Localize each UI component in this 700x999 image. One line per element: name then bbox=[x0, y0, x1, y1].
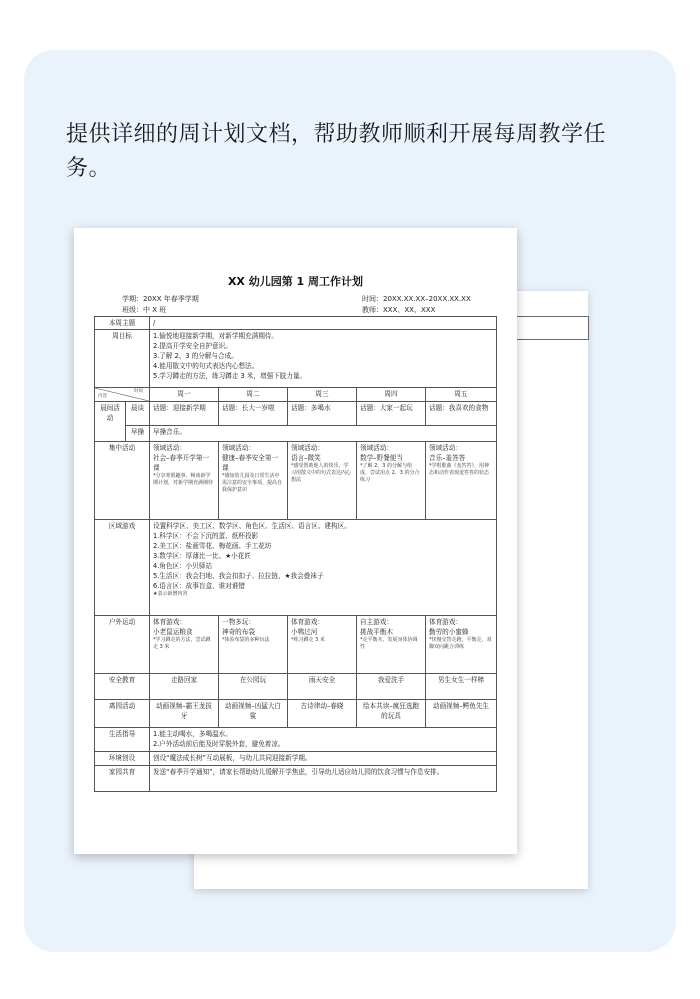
home-value: 发送“春季开学通知”，请家长帮助幼儿缓解开学焦虑，引导幼儿适应幼儿园的饮食习惯与作息安排。 bbox=[150, 766, 497, 792]
exercise-row bbox=[95, 426, 497, 442]
goal-item: 1.愉悦地迎接新学期，对新学期充满期待。 bbox=[153, 332, 278, 340]
area-line: 1.科学区：不会下沉的蛋、纸杯投影 bbox=[153, 532, 259, 540]
life-line: 1.能主动喝水，多喝温水。 bbox=[153, 730, 232, 738]
goal-row bbox=[95, 330, 497, 388]
class-info: 班级：中 X 班 bbox=[122, 306, 167, 314]
area-game-row bbox=[95, 520, 497, 616]
area-note: ★表示新增内容 bbox=[153, 591, 188, 597]
outdoor-head: 一物多玩： bbox=[222, 618, 255, 626]
day-monday: 周一 bbox=[150, 388, 219, 402]
life-row bbox=[95, 728, 497, 752]
outdoor-title: 挑战平衡木 bbox=[360, 628, 393, 636]
area-line: 4.角色区：小贝驿站 bbox=[153, 562, 213, 570]
date-info: 时间：20XX.XX.XX–20XX.XX.XX bbox=[362, 295, 471, 303]
safety-cell: 在公园玩 bbox=[219, 674, 288, 700]
talk-cell: 话题：多喝水 bbox=[288, 402, 357, 426]
focus-row bbox=[95, 442, 497, 520]
talk-cell: 话题：长大一岁啦 bbox=[219, 402, 288, 426]
focus-head: 领域活动： bbox=[360, 444, 393, 452]
life-list bbox=[150, 728, 497, 752]
leave-cell: 动画视频–鳄鱼先生 bbox=[426, 700, 497, 728]
focus-note: *感知幼儿园及日常生活中需注意的安全事项，提高自我保护意识 bbox=[222, 473, 283, 493]
home-row bbox=[95, 766, 497, 792]
theme-label: 本周主题 bbox=[95, 317, 150, 330]
day-wednesday: 周三 bbox=[288, 388, 357, 402]
outdoor-note: *走平衡木，发展身体协调性 bbox=[360, 637, 418, 650]
focus-title: 语言–微笑 bbox=[291, 454, 321, 462]
weekly-plan-table bbox=[94, 316, 497, 792]
headline: 提供详细的周计划文档，帮助教师顺利开展每周教学任务。 bbox=[66, 122, 607, 181]
outdoor-title: 神奇的布袋 bbox=[222, 628, 255, 636]
outdoor-cell bbox=[357, 616, 426, 674]
env-row bbox=[95, 752, 497, 766]
talk-label: 晨谈 bbox=[126, 402, 150, 426]
area-line: 6.语言区：故事盲盒、谁对谁错 bbox=[153, 582, 246, 590]
outdoor-note: *快慢交替走跑，平衡走，双脚双向跳合训练 bbox=[429, 637, 492, 650]
outdoor-label: 户外运动 bbox=[95, 616, 150, 674]
focus-head: 领域活动： bbox=[291, 444, 324, 452]
focus-title: 音乐–羞答答 bbox=[429, 454, 466, 462]
safety-label: 安全教育 bbox=[95, 674, 150, 700]
env-label: 环境创设 bbox=[95, 752, 150, 766]
document-title: XX 幼儿园第 1 周工作计划 bbox=[227, 275, 364, 288]
talk-cell: 话题：迎接新学期 bbox=[150, 402, 219, 426]
goal-label: 周目标 bbox=[95, 330, 150, 388]
area-line: 设置科学区、美工区、数学区、角色区、生活区、语言区、建构区。 bbox=[153, 522, 351, 530]
leave-cell: 古诗律动–春晓 bbox=[288, 700, 357, 728]
life-line: 2.户外活动前后能及时穿脱外套，避免着凉。 bbox=[153, 740, 285, 748]
outdoor-head: 体育游戏： bbox=[429, 618, 462, 626]
leave-cell: 动画视频–凶猛大白鲨 bbox=[219, 700, 288, 728]
life-label: 生活指导 bbox=[95, 728, 150, 752]
focus-cell bbox=[357, 442, 426, 520]
focus-title: 健康–春季安全第一课 bbox=[222, 454, 279, 472]
outdoor-note: *体验布袋的多种玩法 bbox=[222, 637, 270, 643]
talk-cell: 话题：大家一起玩 bbox=[357, 402, 426, 426]
exercise-value: 早操音乐。 bbox=[150, 426, 497, 442]
outdoor-head: 体育游戏： bbox=[291, 618, 324, 626]
focus-cell bbox=[219, 442, 288, 520]
safety-cell: 走路回家 bbox=[150, 674, 219, 700]
area-game-label: 区域游戏 bbox=[95, 520, 150, 616]
area-line: 3.数学区：厚薄比一比、★小花匠 bbox=[153, 552, 251, 560]
header-content-label: 内容 bbox=[98, 394, 107, 399]
focus-note: *分享寒假趣事，畅谈新学期计划，对新学期充满期待 bbox=[153, 473, 214, 486]
env-value: 创设“魔法成长树”互动展板，与幼儿共同迎接新学期。 bbox=[150, 752, 497, 766]
focus-head: 领域活动： bbox=[153, 444, 186, 452]
theme-row bbox=[95, 317, 497, 330]
exercise-label: 早操 bbox=[126, 426, 150, 442]
outdoor-head: 体育游戏： bbox=[153, 618, 186, 626]
goal-item: 2.提高开学安全自护意识。 bbox=[153, 342, 232, 350]
outdoor-head: 自主游戏： bbox=[360, 618, 393, 626]
morning-talk-row bbox=[95, 402, 497, 426]
talk-cell: 话题：我喜欢的食物 bbox=[426, 402, 497, 426]
outdoor-title: 小老鼠运粮食 bbox=[153, 628, 193, 636]
area-line: 2.美工区：盐画雪花、梅花画、手工花坊 bbox=[153, 542, 272, 550]
safety-cell: 男生女生一样棒 bbox=[426, 674, 497, 700]
morning-activity-label: 晨间活动 bbox=[95, 402, 126, 442]
safety-row bbox=[95, 674, 497, 700]
leave-label: 离园活动 bbox=[95, 700, 150, 728]
outdoor-row bbox=[95, 616, 497, 674]
document-sheet bbox=[74, 228, 517, 854]
diagonal-header-cell bbox=[95, 388, 150, 402]
area-line: 5.生活区：我会扫地、我会扣扣子、拉拉链、★我会叠袜子 bbox=[153, 572, 324, 580]
safety-cell: 雨天安全 bbox=[288, 674, 357, 700]
header-time-label: 时间 bbox=[134, 389, 143, 394]
focus-title: 社会–春季开学第一课 bbox=[153, 454, 210, 472]
home-label: 家园共育 bbox=[95, 766, 150, 792]
leave-cell: 绘本共读–疯狂选跑的玩具 bbox=[357, 700, 426, 728]
leave-cell: 动画视频–霸王龙拔牙 bbox=[150, 700, 219, 728]
focus-cell bbox=[288, 442, 357, 520]
outdoor-title: 小鸭过河 bbox=[291, 628, 318, 636]
outdoor-title: 勤劳的小蜜蜂 bbox=[429, 628, 469, 636]
focus-cell bbox=[150, 442, 219, 520]
focus-title: 数学–野餐便当 bbox=[360, 454, 403, 462]
day-header-row bbox=[95, 388, 497, 402]
outdoor-cell bbox=[150, 616, 219, 674]
teacher-info: 教师：XXX、XX、XXX bbox=[362, 306, 436, 314]
goal-item: 4.能用散文中的句式表达内心想法。 bbox=[153, 362, 259, 370]
goal-list bbox=[150, 330, 497, 388]
outdoor-cell bbox=[426, 616, 497, 674]
outdoor-note: *学习蹲走的方法，尝试蹲走 3 米 bbox=[153, 637, 211, 650]
day-friday: 周五 bbox=[426, 388, 497, 402]
outdoor-cell bbox=[219, 616, 288, 674]
leave-row bbox=[95, 700, 497, 728]
goal-item: 5.学习蹲走的方法，练习蹲走 3 米，增强下肢力量。 bbox=[153, 372, 307, 380]
focus-head: 领域活动： bbox=[429, 444, 462, 452]
area-game-list bbox=[150, 520, 497, 616]
focus-cell bbox=[426, 442, 497, 520]
outdoor-note: *练习蹲走 3 米 bbox=[291, 637, 325, 643]
outdoor-cell bbox=[288, 616, 357, 674]
goal-item: 3.了解 2、3 的分解与合成。 bbox=[153, 352, 238, 360]
safety-cell: 我爱洗手 bbox=[357, 674, 426, 700]
focus-head: 领域活动： bbox=[222, 444, 255, 452]
semester-info: 学期：20XX 年春季学期 bbox=[122, 295, 199, 303]
focus-activity-label: 集中活动 bbox=[95, 442, 150, 520]
focus-note: *了解 2、3 的分解与组成，尝试用点 2、3 的分合练习 bbox=[360, 463, 420, 483]
day-thursday: 周四 bbox=[357, 388, 426, 402]
theme-value: / bbox=[150, 317, 497, 330]
day-tuesday: 周二 bbox=[219, 388, 288, 402]
focus-note: *学唱歌曲《羞答答》，用神态和动作表现羞答答的状态 bbox=[429, 463, 490, 476]
focus-note: *感受帮助他人的快乐，学习用散文中的句式表达内心想法 bbox=[291, 463, 352, 483]
